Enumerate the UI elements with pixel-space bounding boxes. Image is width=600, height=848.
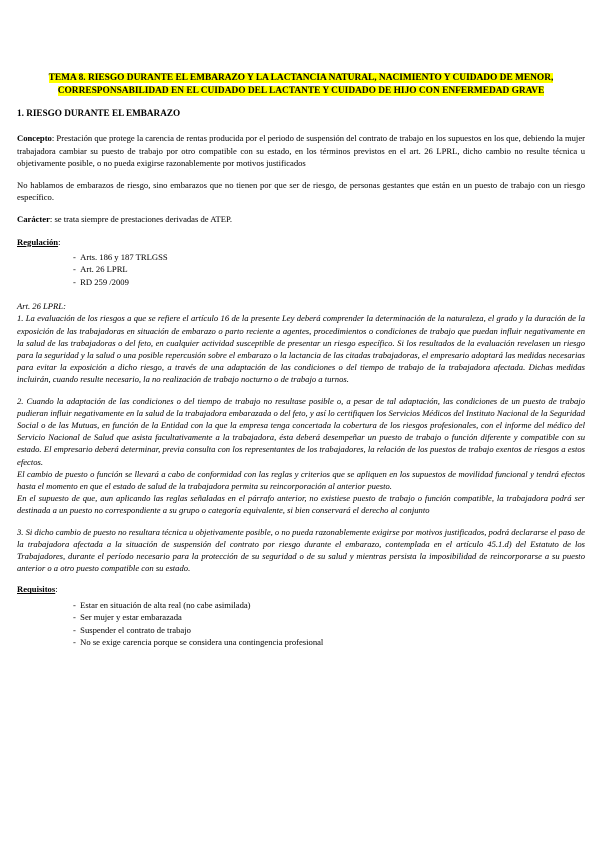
art26-paragraph-1: 1. La evaluación de los riesgos a que se refiere el artículo 16 de la presente Ley deberá comprender la determinación de la naturaleza, el grado y la duración de la exposición de las trabajadoras en situación de embarazo o parto reciente a agentes, procedimientos o condiciones de trabajo que puedan influir negativamente en la salud de las trabajadoras o del feto, en cualquier actividad susceptible de presentar un riesgo específico. Si los resultados de la evaluación revelasen un riesgo para la seguridad y la salud o una posible repercusión sobre el embarazo o la lactancia de las citadas trabajadoras, el empresario adoptará las medidas necesarias para evitar la exposición a dicho riesgo, a través de una adaptación de las condiciones o del tiempo de trabajo de la trabajadora afectada. Dichas medidas incluirán, cuando resulte necesario, la no realización de trabajo nocturno o de trabajo a turnos. <box>17 313 585 385</box>
caracter-text: : se trata siempre de prestaciones derivadas de ATEP. <box>49 214 233 225</box>
document-page <box>17 72 585 661</box>
list-item: - Suspender el contrato de trabajo <box>73 624 585 636</box>
caracter-paragraph <box>17 213 585 225</box>
list-item: - Estar en situación de alta real (no cabe asimilada) <box>73 599 585 611</box>
nota-paragraph: No hablamos de embarazos de riesgo, sino embarazos que no tienen por que ser de riesgo, de personas gestantes que están en un puesto de trabajo con un riesgo específico. <box>17 180 585 203</box>
art26-heading: Art. 26 LPRL: <box>17 301 66 312</box>
caracter-label: Carácter <box>17 214 50 225</box>
list-item: - Arts. 186 y 187 TRLGSS <box>73 251 585 263</box>
section-heading: 1. RIESGO DURANTE EL EMBARAZO <box>17 108 181 119</box>
requisitos-suffix: : <box>55 584 58 595</box>
requisitos-block <box>17 583 585 648</box>
regulacion-block <box>17 236 585 289</box>
list-item: - RD 259 /2009 <box>73 276 585 288</box>
document-title <box>17 72 585 97</box>
list-item: - No se exige carencia porque se considera una contingencia profesional <box>73 636 585 648</box>
art26-paragraph-3: 3. Si dicho cambio de puesto no resultara técnica u objetivamente posible, o no pueda razonablemente exigirse por motivos justificados, podrá declararse el paso de la trabajadora afectada a la situación de suspensión del contrato por riesgo durante el embarazo, contemplada en el artículo 45.1.d) del Estatuto de los Trabajadores, durante el período necesario para la protección de su seguridad o de su salud y mientras persista la imposibilidad de reincorporarse a su puesto anterior o a otro puesto compatible con su estado. <box>17 526 585 574</box>
art26-block <box>17 300 585 574</box>
concepto-paragraph <box>17 132 585 169</box>
regulacion-list <box>17 251 585 288</box>
art26-paragraph-2: 2. Cuando la adaptación de las condiciones o del tiempo de trabajo no resultase posible o, a pesar de tal adaptación, las condiciones de un puesto de trabajo pudieran influir negativamente en la salud de la trabajadora embarazada o del feto, y así lo certifiquen los Servicios Médicos del Instituto Nacional de la Seguridad Social o de las Mutuas, en función de la Entidad con la que la empresa tenga concertada la cobertura de los riesgos profesionales, con el informe del médico del Servicio Nacional de Salud que asista facultativamente a la trabajadora, ésta deberá desempeñar un puesto de trabajo o función diferente y compatible con su estado. El empresario deberá determinar, previa consulta con los representantes de los trabajadores, la relación de los puestos de trabajo exentos de riesgos a estos efectos. <box>17 395 585 467</box>
requisitos-label: Requisitos <box>17 584 56 595</box>
list-item: - Art. 26 LPRL <box>73 263 585 275</box>
regulacion-suffix: : <box>58 236 61 247</box>
concepto-text: : Prestación que protege la carencia de rentas producida por el periodo de suspensión del contrato de trabajo en los supuestos en los que, debiendo la mujer trabajadora cambiar su puesto de trabajo por otro compatible con su estado, en los términos previstos en el art. 26 LPRL, dicho cambio no resulte técnica u objetivamente posible, o no pueda exigirse razonablemente por motivos justificados <box>17 133 585 168</box>
art26-paragraph-2b: El cambio de puesto o función se llevará a cabo de conformidad con las reglas y criterios que se apliquen en los supuestos de movilidad funcional y tendrá efectos hasta el momento en que el estado de salud de la trabajadora permita su reincorporación al anterior puesto. <box>17 468 585 492</box>
art26-paragraph-2c: En el supuesto de que, aun aplicando las reglas señaladas en el párrafo anterior, no existiese puesto de trabajo o función compatible, la trabajadora podrá ser destinada a un puesto no correspondiente a su grupo o categoría equivalente, si bien conservará el derecho al conjunto <box>17 493 585 516</box>
regulacion-label: Regulación <box>17 236 59 247</box>
title-highlight: TEMA 8. RIESGO DURANTE EL EMBARAZO Y LA LACTANCIA NATURAL, NACIMIENTO Y CUIDADO DE MENOR, CORRESPONSABILIDAD EN EL CUIDADO DEL LACTANTE Y CUIDADO DE HIJO CON ENFERMEDAD GRAVE <box>48 73 554 96</box>
list-item: - Ser mujer y estar embarazada <box>73 611 585 623</box>
concepto-label: Concepto <box>17 133 52 144</box>
requisitos-list <box>17 599 585 649</box>
